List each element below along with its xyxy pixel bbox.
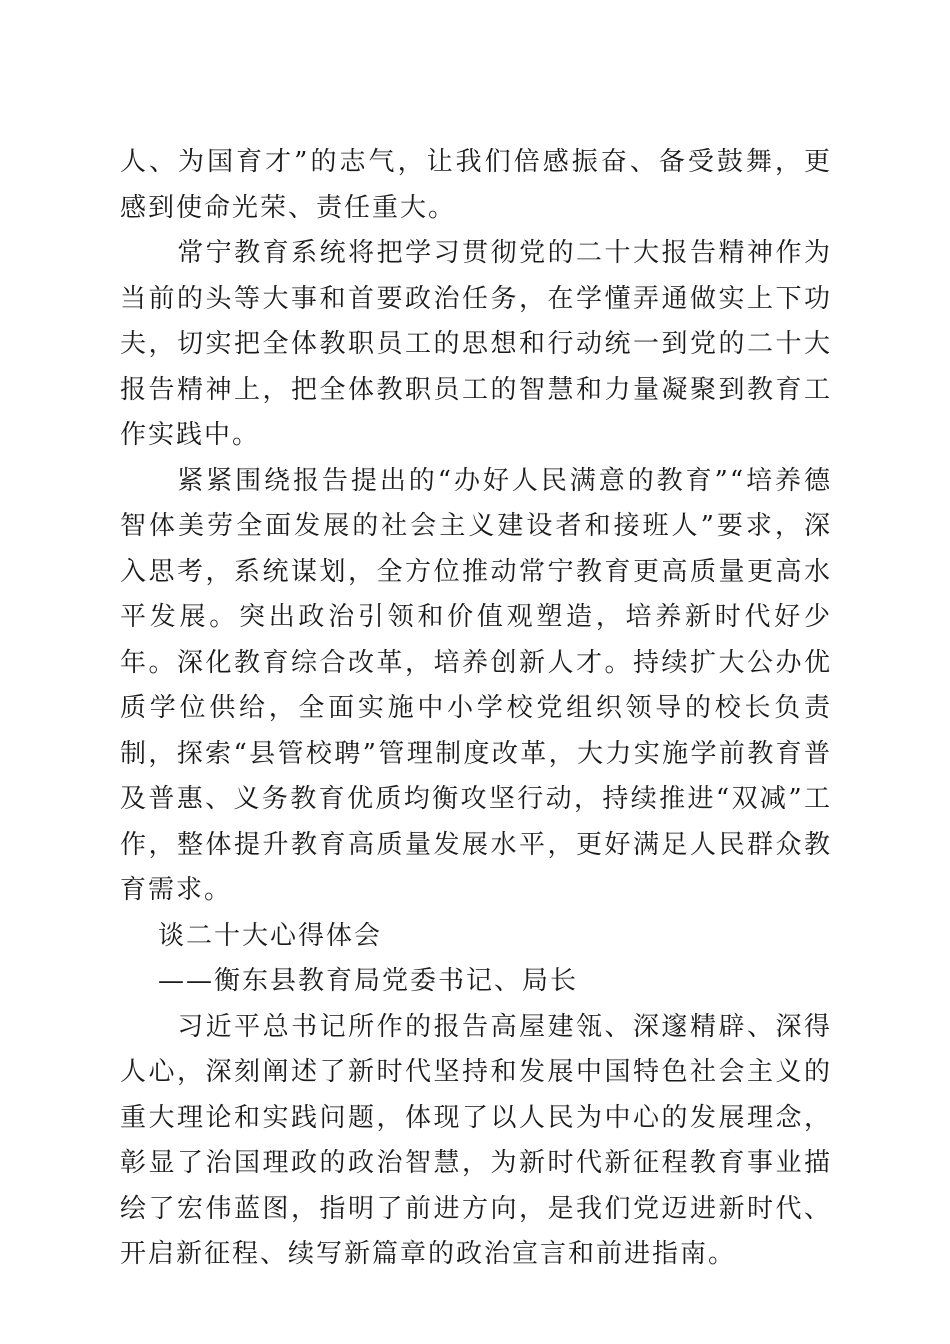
paragraph-report-requirements: 紧紧围绕报告提出的“办好人民满意的教育”“培养德智体美劳全面发展的社会主义建设者和接班人”要求，深入思考，系统谋划，全方位推动常宁教育更高质量更高水平发展。突出政治引领和价值观塑造，培养新时代好少年。深化教育综合改革，培养创新人才。持续扩大公办优质学位供给，全面实施中小学校党组织领导的校长负责制，探索“县管校聘”管理制度改革，大力实施学前教育普及普惠、义务教育优质均衡攻坚行动，持续推进“双减”工作，整体提升教育高质量发展水平，更好满足人民群众教育需求。 [120, 465, 832, 905]
section-title: 谈二十大心得体会 [158, 920, 383, 951]
paragraph-report-summary: 习近平总书记所作的报告高屋建瓴、深邃精辟、深得人心，深刻阐述了新时代坚持和发展中国特色社会主义的重大理论和实践问题，体现了以人民为中心的发展理念，彰显了治国理政的政治智慧，为新时代新征程教育事业描绘了宏伟蓝图，指明了前进方向，是我们党迈进新时代、开启新征程、续写新篇章的政治宣言和前进指南。 [120, 1011, 832, 1269]
document-body [120, 140, 832, 1278]
section-author: ——衡东县教育局党委书记、局长 [158, 966, 579, 996]
paragraph-education-system: 常宁教育系统将把学习贯彻党的二十大报告精神作为当前的头等大事和首要政治任务，在学懂弄通做实上下功夫，切实把全体教职员工的思想和行动统一到党的二十大报告精神上，把全体教职员工的智慧和力量凝聚到教育工作实践中。 [120, 238, 832, 450]
paragraph-continued: 人、为国育才”的志气，让我们倍感振奋、备受鼓舞，更感到使命光荣、责任重大。 [120, 147, 832, 223]
